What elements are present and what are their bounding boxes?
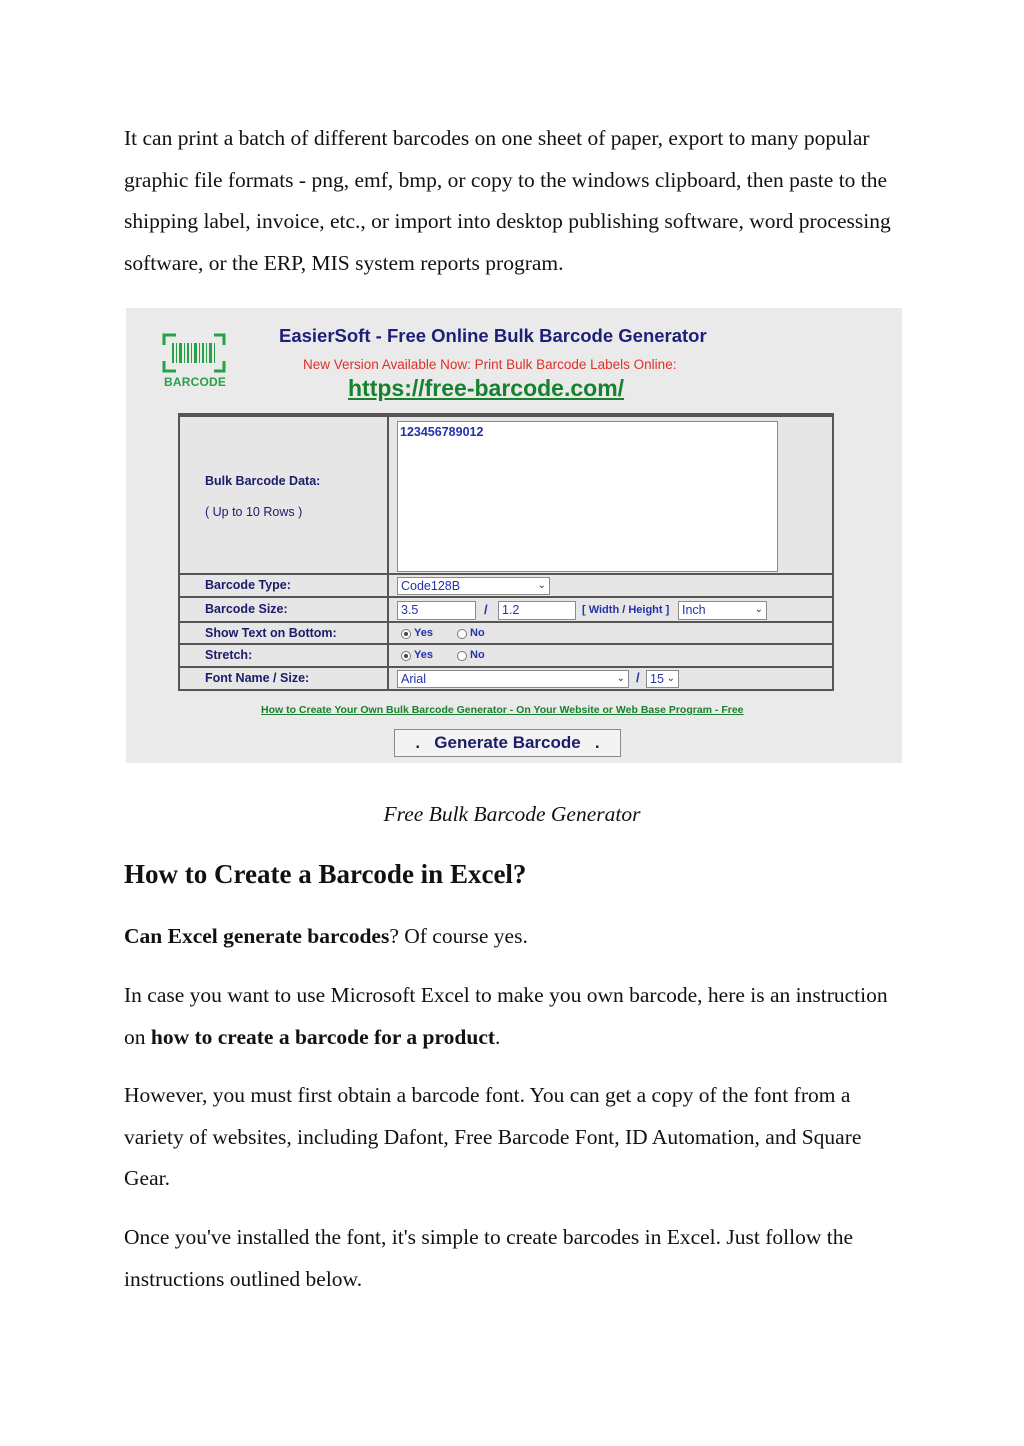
section-heading: How to Create a Barcode in Excel? (124, 859, 527, 889)
barcode-type-value: Code128B (401, 579, 461, 593)
figure-title: EasierSoft - Free Online Bulk Barcode Generator (279, 325, 707, 346)
stretch-no-label: No (470, 649, 485, 661)
bulk-data-label: Bulk Barcode Data: (205, 474, 321, 488)
bulk-data-textarea[interactable]: 123456789012 (397, 421, 778, 572)
bold-text: how to create a barcode for a product (150, 1024, 496, 1049)
size-slash: / (484, 602, 488, 617)
logo-text: BARCODE (164, 375, 227, 389)
row-bulk-data (180, 415, 832, 573)
size-hint: [ Width / Height ] (582, 604, 670, 616)
size-unit-select[interactable] (678, 601, 767, 620)
intro-paragraph: It can print a batch of different barcodes on one sheet of paper, export to many popular graphic file formats - png, emf, bmp, or copy to the windows clipboard, then paste to the shipping label, invoice, etc., or import into desktop publishing software, word processing software, or the ERP, MIS system reports program. (124, 126, 891, 275)
paragraph-can-excel (124, 916, 904, 958)
font-slash: / (636, 670, 640, 685)
barcode-width-input[interactable]: 3.5 (397, 601, 476, 620)
barcode-type-select[interactable] (397, 577, 550, 595)
font-size-select[interactable] (646, 670, 679, 688)
show-text-no-radio[interactable] (457, 629, 467, 639)
figure-subtitle: New Version Available Now: Print Bulk Barcode Labels Online: (303, 357, 677, 372)
font-name-value: Arial (401, 672, 427, 686)
row-stretch (180, 643, 832, 668)
show-text-no-label: No (470, 627, 485, 639)
barcode-form (178, 413, 834, 691)
how-to-create-link[interactable]: How to Create Your Own Bulk Barcode Generator - On Your Website or Web Base Program - Free (261, 704, 744, 716)
stretch-yes-radio[interactable] (401, 651, 411, 661)
show-text-yes-radio[interactable] (401, 629, 411, 639)
paragraph-instruction (124, 975, 904, 1058)
show-text-yes-label: Yes (414, 627, 433, 639)
barcode-height-input[interactable]: 1.2 (498, 601, 576, 620)
bold-text: Can Excel generate barcodes (124, 924, 390, 948)
font-name-select[interactable] (397, 670, 629, 688)
paragraph-font: However, you must first obtain a barcode font. You can get a copy of the font from a variety of websites, including Dafont, Free Barcode Font, ID Automation, and Square Gear. (124, 1083, 862, 1190)
row-font (180, 666, 832, 691)
chevron-down-icon: ⌄ (754, 604, 763, 615)
barcode-generator-screenshot (126, 308, 902, 763)
row-show-text (180, 621, 832, 645)
bulk-data-hint: ( Up to 10 Rows ) (205, 505, 303, 519)
size-unit-value: Inch (682, 603, 706, 617)
stretch-label: Stretch: (205, 648, 253, 662)
paragraph-installed: Once you've installed the font, it's simple to create barcodes in Excel. Just follow the instructions outlined below. (124, 1225, 853, 1291)
text: . (495, 1024, 501, 1049)
font-size-value: 15 (650, 672, 664, 686)
chevron-down-icon: ⌄ (616, 673, 625, 684)
text: ? Of course yes. (389, 924, 528, 948)
chevron-down-icon: ⌄ (666, 673, 675, 684)
show-text-label: Show Text on Bottom: (205, 626, 337, 640)
figure-caption: Free Bulk Barcode Generator (383, 802, 641, 826)
stretch-yes-label: Yes (414, 649, 433, 661)
row-barcode-type (180, 573, 832, 598)
barcode-type-label: Barcode Type: (205, 578, 291, 592)
stretch-no-radio[interactable] (457, 651, 467, 661)
generate-barcode-button[interactable]: . Generate Barcode . (394, 729, 621, 757)
barcode-size-label: Barcode Size: (205, 602, 288, 616)
row-barcode-size (180, 596, 832, 623)
font-label: Font Name / Size: (205, 671, 310, 685)
text: In case you want to use Microsoft Excel to make you own barcode, here is an instruction on (124, 983, 888, 1049)
chevron-down-icon: ⌄ (537, 580, 546, 591)
figure-url-link: https://free-barcode.com/ (348, 375, 625, 401)
